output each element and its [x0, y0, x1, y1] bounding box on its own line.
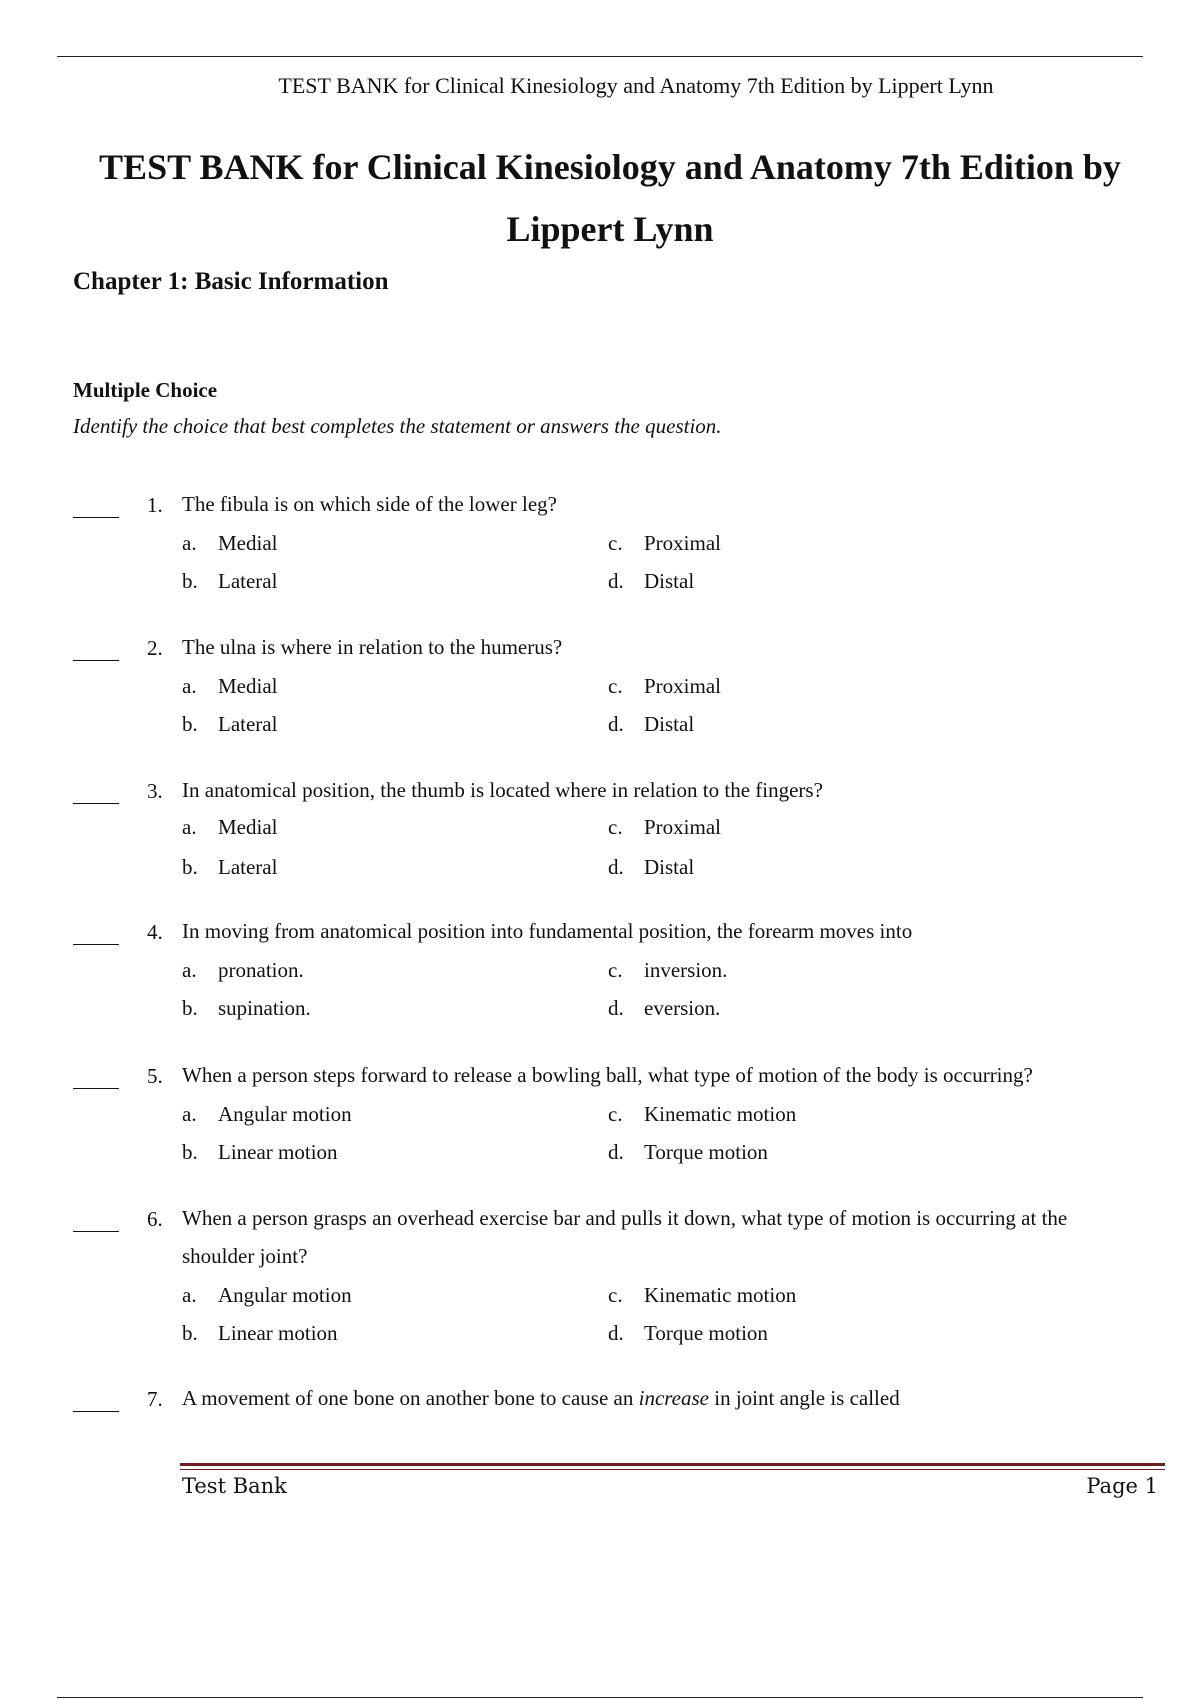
- answer-blank[interactable]: [73, 517, 119, 518]
- question-number: 5.: [147, 1064, 163, 1088]
- footer-rule-thin: [180, 1469, 1165, 1470]
- question-text: A movement of one bone on another bone to cause an increase in joint angle is called: [182, 1386, 900, 1410]
- footer-label: Test Bank: [182, 1474, 287, 1498]
- chapter-heading: Chapter 1: Basic Information: [73, 268, 389, 295]
- section-heading: Multiple Choice: [73, 378, 218, 402]
- question-number: 4.: [147, 920, 163, 944]
- question-number: 1.: [147, 493, 163, 517]
- top-rule: [57, 56, 1143, 57]
- question-text: In anatomical position, the thumb is located where in relation to the fingers?: [182, 778, 823, 802]
- answer-blank[interactable]: [73, 1411, 119, 1412]
- answer-blank[interactable]: [73, 1088, 119, 1089]
- question-text: The ulna is where in relation to the humerus?: [182, 635, 563, 659]
- question-number: 2.: [147, 636, 163, 660]
- emphasized-word: increase: [638, 1386, 709, 1410]
- question-text: When a person grasps an overhead exercise bar and pulls it down, what type of motion is occurring at the shoulder joint?: [182, 1206, 1068, 1268]
- question-text: The fibula is on which side of the lower leg?: [182, 492, 557, 516]
- instructions: Identify the choice that best completes the statement or answers the question.: [73, 414, 722, 438]
- question-number: 3.: [147, 779, 163, 803]
- question-number: 7.: [147, 1387, 163, 1411]
- answer-blank[interactable]: [73, 944, 119, 945]
- answer-blank[interactable]: [73, 660, 119, 661]
- answer-blank[interactable]: [73, 1231, 119, 1232]
- document-title: TEST BANK for Clinical Kinesiology and Anatomy 7th Edition by Lippert Lynn: [99, 147, 1121, 249]
- running-header: TEST BANK for Clinical Kinesiology and Anatomy 7th Edition by Lippert Lynn: [278, 73, 994, 98]
- page-number: Page 1: [1086, 1474, 1158, 1498]
- footer-rule: [180, 1463, 1165, 1466]
- bottom-rule: [57, 1697, 1143, 1698]
- question-text: In moving from anatomical position into fundamental position, the forearm moves into: [182, 919, 913, 943]
- question-text: When a person steps forward to release a bowling ball, what type of motion of the body is occurring?: [182, 1063, 1033, 1087]
- answer-blank[interactable]: [73, 803, 119, 804]
- question-number: 6.: [147, 1207, 163, 1231]
